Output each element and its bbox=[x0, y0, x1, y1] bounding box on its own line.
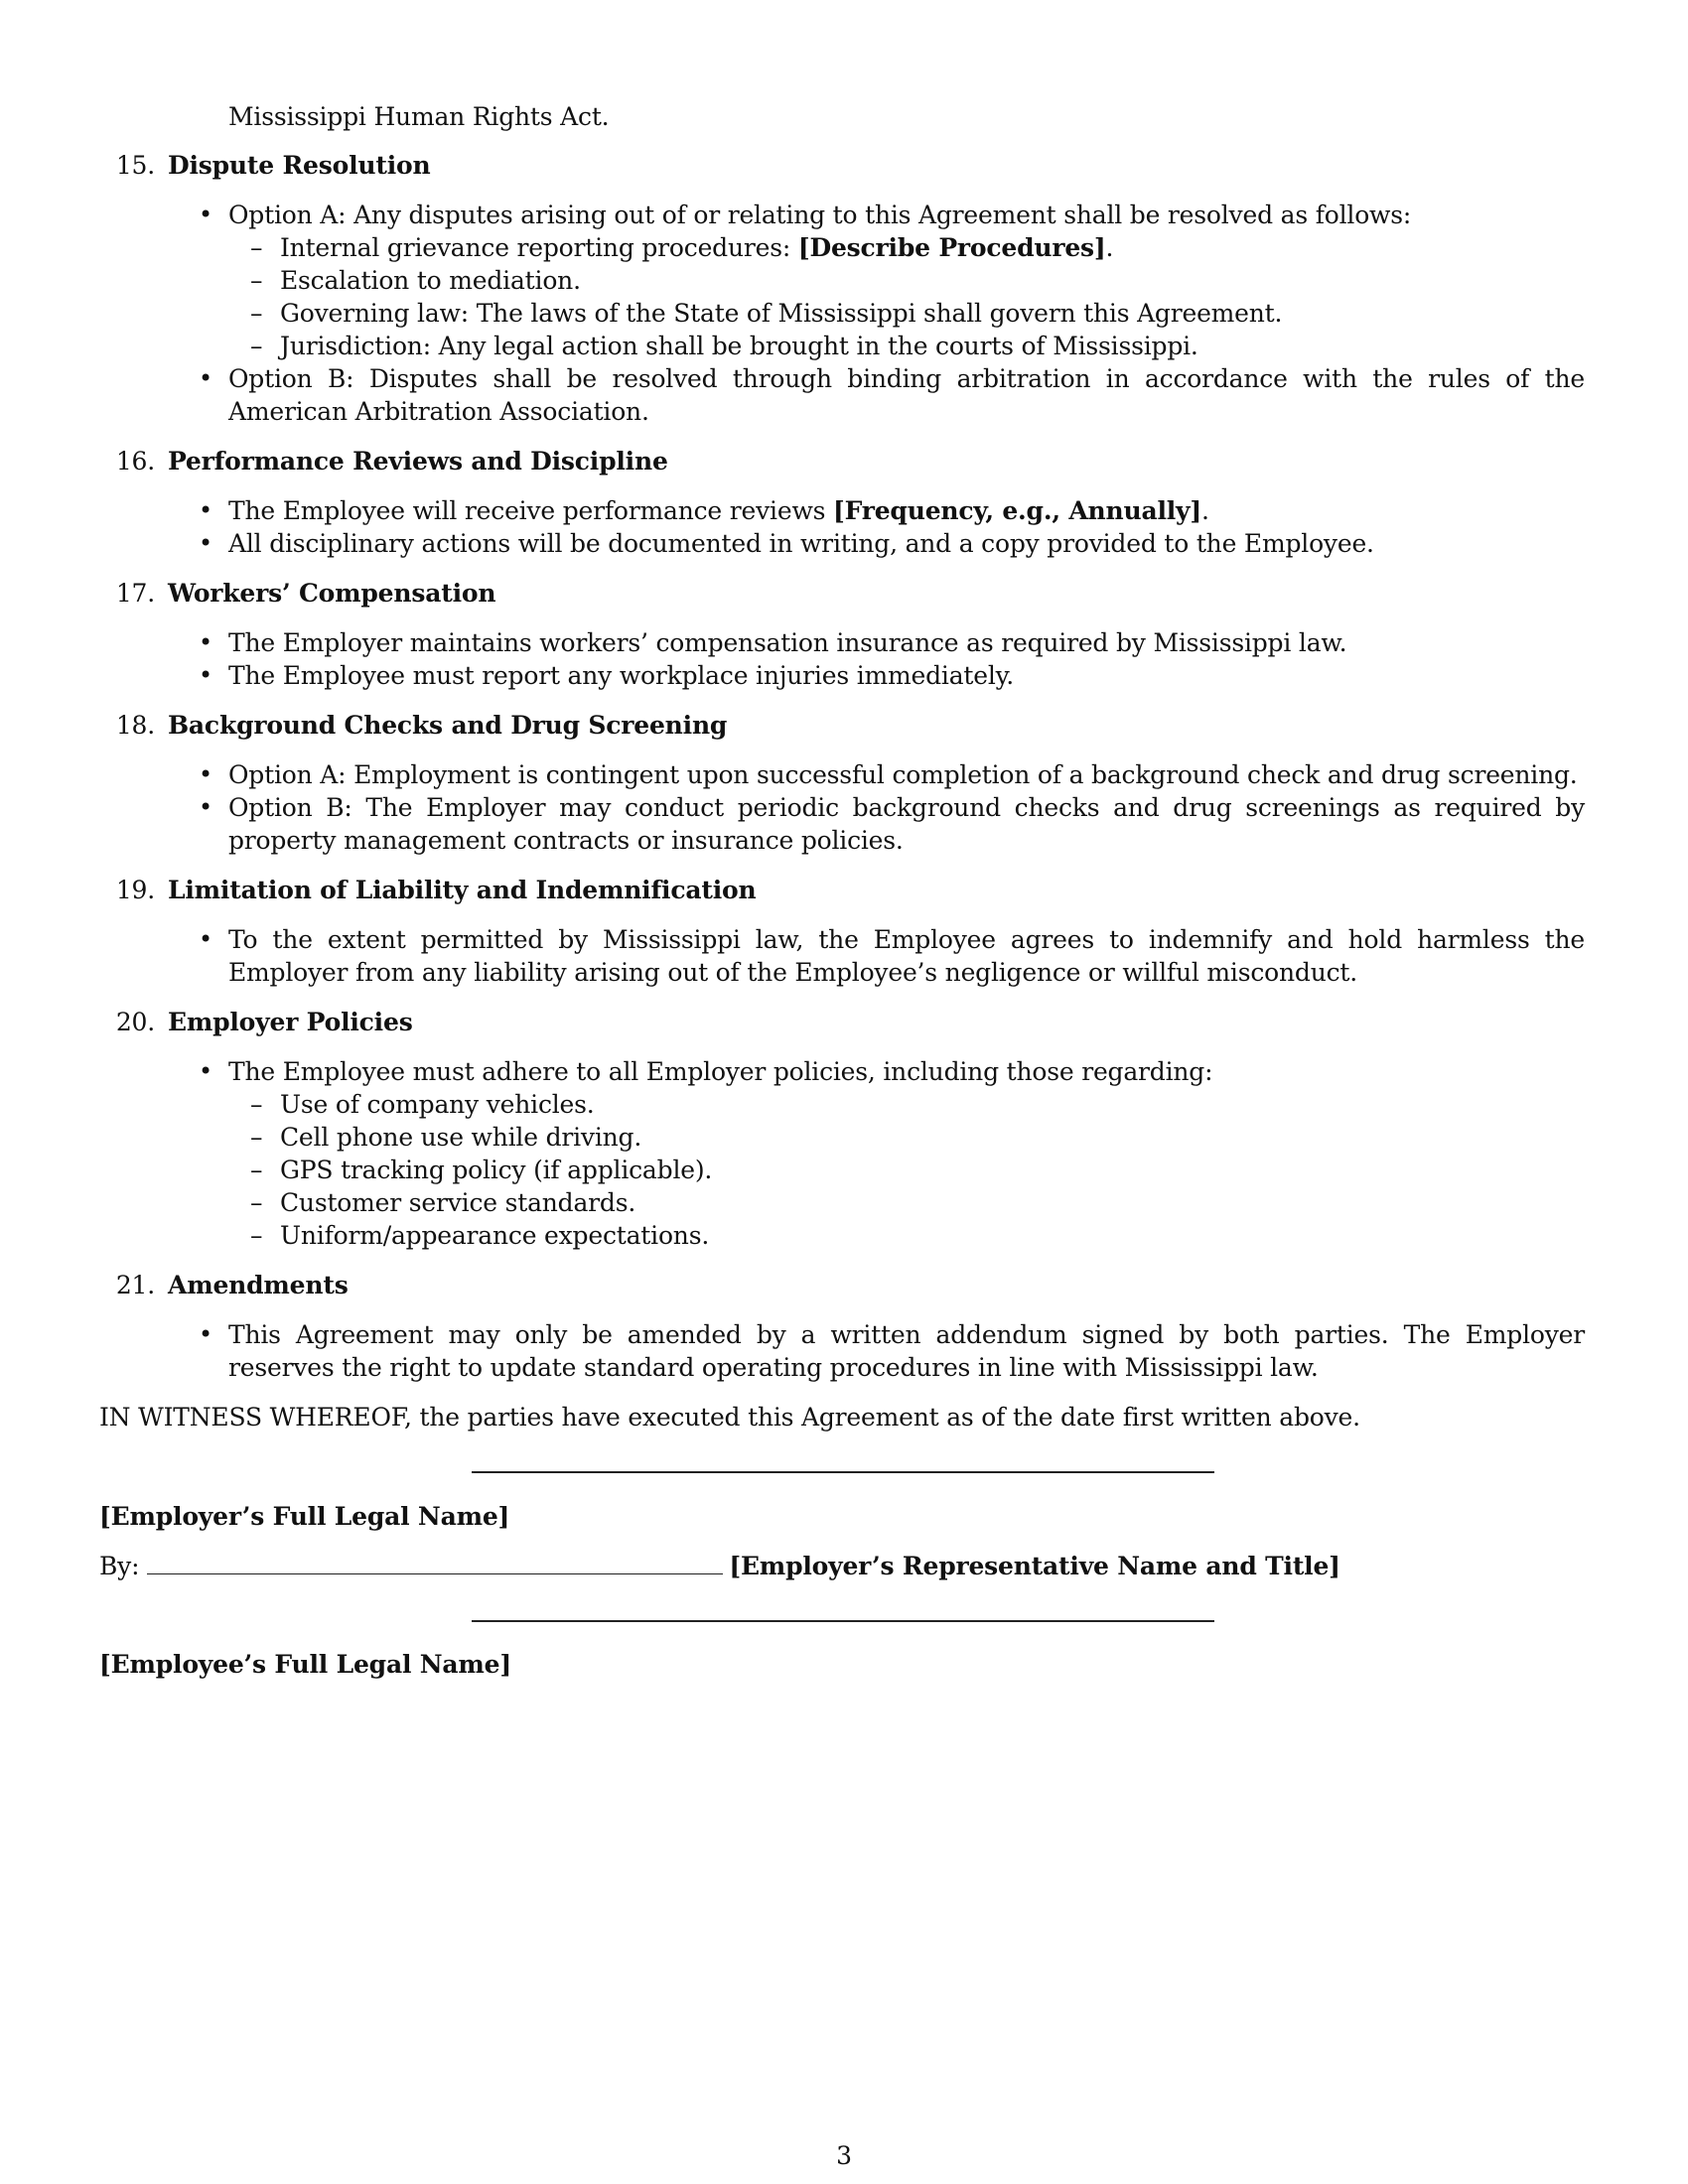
dash: – bbox=[250, 332, 263, 360]
placeholder-frequency: [Frequency, e.g., Annually] bbox=[833, 496, 1202, 525]
bullet: • bbox=[199, 925, 212, 953]
s21-amendments: This Agreement may only be amended by a written addendum signed by both parties. The Employer reserves the right to update standard operating procedures in line with Mississippi law. bbox=[228, 1320, 1585, 1382]
dash: – bbox=[250, 1090, 263, 1119]
bullet: • bbox=[199, 793, 212, 821]
paragraph-continuation: Mississippi Human Rights Act. bbox=[228, 102, 610, 131]
s20-sub-vehicles: Use of company vehicles. bbox=[280, 1090, 595, 1119]
section-18-number: 18. bbox=[115, 711, 155, 740]
dash: – bbox=[250, 299, 263, 328]
s15-sub-procedures: Internal grievance reporting procedures: [Describe Procedures]. bbox=[280, 233, 1114, 262]
section-21-number: 21. bbox=[115, 1271, 155, 1299]
witness-clause: IN WITNESS WHEREOF, the parties have executed this Agreement as of the date first written above. bbox=[99, 1403, 1360, 1432]
s18-option-a: Option A: Employment is contingent upon successful completion of a background check and drug screening. bbox=[228, 760, 1578, 789]
bullet: • bbox=[199, 661, 212, 689]
s20-sub-uniform: Uniform/appearance expectations. bbox=[280, 1221, 710, 1250]
by-signature-blank[interactable] bbox=[147, 1549, 723, 1574]
employer-by-line: By: [Employer’s Representative Name and Title] bbox=[99, 1549, 1340, 1582]
s17-insurance: The Employer maintains workers’ compensation insurance as required by Mississippi law. bbox=[228, 628, 1347, 657]
section-17-heading: Workers’ Compensation bbox=[168, 579, 496, 608]
s18-option-b: Option B: The Employer may conduct periodic background checks and drug screenings as required by property management contracts or insurance policies. bbox=[228, 793, 1585, 855]
s19-indemnify: To the extent permitted by Mississippi law, the Employee agrees to indemnify and hold harmless the Employer from any liability arising out of the Employee’s negligence or willful misconduct. bbox=[228, 925, 1585, 987]
s20-sub-customer-service: Customer service standards. bbox=[280, 1188, 636, 1217]
section-20-number: 20. bbox=[115, 1008, 155, 1036]
s15-option-b: Option B: Disputes shall be resolved through binding arbitration in accordance with the rules of the American Arbitration Association. bbox=[228, 364, 1585, 426]
s20-sub-gps: GPS tracking policy (if applicable). bbox=[280, 1156, 713, 1184]
s15-sub-governing-law: Governing law: The laws of the State of Mississippi shall govern this Agreement. bbox=[280, 299, 1283, 328]
representative-placeholder: [Employer’s Representative Name and Title] bbox=[729, 1552, 1340, 1580]
section-15-heading: Dispute Resolution bbox=[168, 151, 431, 180]
s20-policies: The Employee must adhere to all Employer policies, including those regarding: bbox=[228, 1057, 1213, 1086]
page-number: 3 bbox=[836, 2141, 852, 2170]
section-17-number: 17. bbox=[115, 579, 155, 608]
dash: – bbox=[250, 1221, 263, 1250]
bullet: • bbox=[199, 760, 212, 788]
s15-sub-jurisdiction: Jurisdiction: Any legal action shall be brought in the courts of Mississippi. bbox=[280, 332, 1198, 360]
s16-discipline: All disciplinary actions will be documented in writing, and a copy provided to the Employee. bbox=[228, 529, 1374, 558]
s15-option-a: Option A: Any disputes arising out of or relating to this Agreement shall be resolved as follows: bbox=[228, 201, 1412, 229]
s20-sub-cell-phone: Cell phone use while driving. bbox=[280, 1123, 642, 1152]
bullet: • bbox=[199, 628, 212, 656]
section-19-number: 19. bbox=[115, 876, 155, 904]
bullet: • bbox=[199, 1057, 212, 1085]
dash: – bbox=[250, 1156, 263, 1184]
employee-name-placeholder: [Employee’s Full Legal Name] bbox=[99, 1650, 511, 1679]
placeholder-procedures: [Describe Procedures] bbox=[797, 233, 1106, 262]
section-21-heading: Amendments bbox=[168, 1271, 349, 1299]
bullet: • bbox=[199, 1320, 212, 1348]
bullet: • bbox=[199, 201, 212, 228]
section-15-number: 15. bbox=[115, 151, 155, 180]
employee-signature-line[interactable] bbox=[472, 1620, 1214, 1622]
s17-report-injuries: The Employee must report any workplace injuries immediately. bbox=[228, 661, 1014, 690]
dash: – bbox=[250, 1123, 263, 1152]
s15-sub-mediation: Escalation to mediation. bbox=[280, 266, 581, 295]
bullet: • bbox=[199, 496, 212, 524]
section-18-heading: Background Checks and Drug Screening bbox=[168, 711, 728, 740]
employer-name-placeholder: [Employer’s Full Legal Name] bbox=[99, 1502, 510, 1531]
dash: – bbox=[250, 266, 263, 295]
s16-reviews: The Employee will receive performance reviews [Frequency, e.g., Annually]. bbox=[228, 496, 1209, 525]
bullet: • bbox=[199, 529, 212, 557]
section-16-heading: Performance Reviews and Discipline bbox=[168, 447, 668, 476]
dash: – bbox=[250, 233, 263, 262]
dash: – bbox=[250, 1188, 263, 1217]
employer-signature-line[interactable] bbox=[472, 1471, 1214, 1473]
section-16-number: 16. bbox=[115, 447, 155, 476]
bullet: • bbox=[199, 364, 212, 392]
section-19-heading: Limitation of Liability and Indemnification bbox=[168, 876, 757, 904]
section-20-heading: Employer Policies bbox=[168, 1008, 413, 1036]
